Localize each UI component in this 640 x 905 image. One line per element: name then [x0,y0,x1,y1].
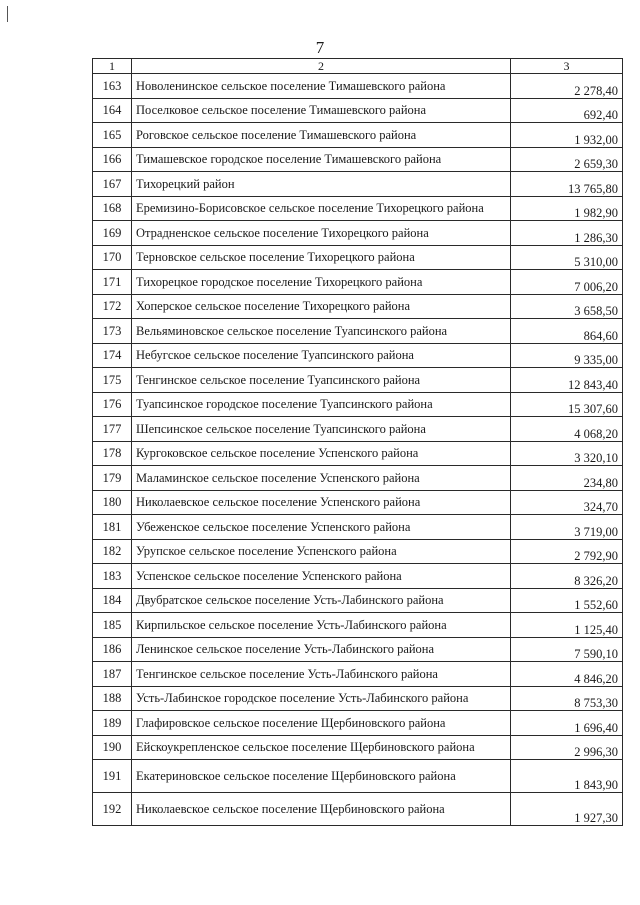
row-number: 188 [93,686,132,711]
table-row [93,441,623,466]
table-row [93,368,623,393]
table-row [93,196,623,221]
row-number: 180 [93,490,132,515]
table-row [93,637,623,662]
row-number: 171 [93,270,132,295]
row-number: 178 [93,441,132,466]
settlement-name: Тенгинское сельское поселение Усть-Лабинского района [132,662,511,687]
scan-edge-mark [7,6,8,22]
table-row [93,270,623,295]
settlement-name: Хоперское сельское поселение Тихорецкого района [132,294,511,319]
amount-value: 7 590,10 [511,637,623,662]
table-row [93,245,623,270]
settlement-name: Убеженское сельское поселение Успенского района [132,515,511,540]
settlement-name: Ленинское сельское поселение Усть-Лабинского района [132,637,511,662]
amount-value: 7 006,20 [511,270,623,295]
table-row [93,760,623,793]
row-number: 169 [93,221,132,246]
table-row [93,735,623,760]
table-row [93,539,623,564]
table-row [93,564,623,589]
row-number: 190 [93,735,132,760]
table-row [93,793,623,826]
settlement-name: Николаевское сельское поселение Успенского района [132,490,511,515]
amount-value: 324,70 [511,490,623,515]
settlement-name: Глафировское сельское поселение Щербиновского района [132,711,511,736]
row-number: 170 [93,245,132,270]
table-row [93,98,623,123]
table-row [93,343,623,368]
settlement-name: Вельяминовское сельское поселение Туапсинского района [132,319,511,344]
row-number: 165 [93,123,132,148]
settlement-name: Роговское сельское поселение Тимашевского района [132,123,511,148]
table-row [93,711,623,736]
amount-value: 1 696,40 [511,711,623,736]
row-number: 185 [93,613,132,638]
table-row [93,123,623,148]
table-row [93,417,623,442]
column-header: 1 [93,59,132,74]
amount-value: 864,60 [511,319,623,344]
amount-value: 1 125,40 [511,613,623,638]
settlement-name: Поселковое сельское поселение Тимашевского района [132,98,511,123]
row-number: 187 [93,662,132,687]
row-number: 174 [93,343,132,368]
table-row [93,662,623,687]
amount-value: 3 719,00 [511,515,623,540]
amount-value: 13 765,80 [511,172,623,197]
settlement-name: Кирпильское сельское поселение Усть-Лабинского района [132,613,511,638]
settlement-name: Тихорецкий район [132,172,511,197]
table-header-row [93,59,623,74]
amount-value: 234,80 [511,466,623,491]
table-row [93,515,623,540]
row-number: 166 [93,147,132,172]
settlement-name: Екатериновское сельское поселение Щербиновского района [132,760,511,793]
amount-value: 1 927,30 [511,793,623,826]
settlement-name: Успенское сельское поселение Успенского района [132,564,511,589]
table-row [93,221,623,246]
amount-value: 15 307,60 [511,392,623,417]
row-number: 168 [93,196,132,221]
amount-value: 4 068,20 [511,417,623,442]
row-number: 192 [93,793,132,826]
settlement-name: Тенгинское сельское поселение Туапсинского района [132,368,511,393]
table-row [93,490,623,515]
amount-value: 1 843,90 [511,760,623,793]
amount-value: 9 335,00 [511,343,623,368]
settlement-name: Новоленинское сельское поселение Тимашевского района [132,74,511,99]
row-number: 191 [93,760,132,793]
settlement-name: Ейскоукрепленское сельское поселение Щербиновского района [132,735,511,760]
row-number: 189 [93,711,132,736]
row-number: 183 [93,564,132,589]
table-row [93,74,623,99]
row-number: 167 [93,172,132,197]
amount-value: 2 278,40 [511,74,623,99]
table-row [93,319,623,344]
settlement-name: Кургоковское сельское поселение Успенского района [132,441,511,466]
settlement-name: Урупское сельское поселение Успенского района [132,539,511,564]
row-number: 184 [93,588,132,613]
row-number: 173 [93,319,132,344]
amount-value: 2 996,30 [511,735,623,760]
settlement-name: Небугское сельское поселение Туапсинского района [132,343,511,368]
settlement-name: Терновское сельское поселение Тихорецкого района [132,245,511,270]
row-number: 181 [93,515,132,540]
amount-value: 1 982,90 [511,196,623,221]
settlement-name: Тихорецкое городское поселение Тихорецкого района [132,270,511,295]
table-row [93,466,623,491]
amount-value: 692,40 [511,98,623,123]
settlement-name: Маламинское сельское поселение Успенского района [132,466,511,491]
page-number: 7 [315,38,325,57]
amount-value: 8 753,30 [511,686,623,711]
table-row [93,147,623,172]
table-row [93,392,623,417]
table-row [93,613,623,638]
table-row [93,294,623,319]
settlement-name: Отрадненское сельское поселение Тихорецкого района [132,221,511,246]
table-row [93,686,623,711]
amount-value: 1 552,60 [511,588,623,613]
settlement-name: Двубратское сельское поселение Усть-Лабинского района [132,588,511,613]
amount-value: 5 310,00 [511,245,623,270]
amount-value: 12 843,40 [511,368,623,393]
column-header: 3 [511,59,623,74]
row-number: 186 [93,637,132,662]
amount-value: 3 320,10 [511,441,623,466]
amount-value: 3 658,50 [511,294,623,319]
row-number: 177 [93,417,132,442]
settlement-name: Туапсинское городское поселение Туапсинского района [132,392,511,417]
row-number: 182 [93,539,132,564]
settlement-name: Шепсинское сельское поселение Туапсинского района [132,417,511,442]
settlement-name: Еремизино-Борисовское сельское поселение Тихорецкого района [132,196,511,221]
row-number: 175 [93,368,132,393]
amount-value: 2 792,90 [511,539,623,564]
settlement-name: Усть-Лабинское городское поселение Усть-Лабинского района [132,686,511,711]
settlement-name: Тимашевское городское поселение Тимашевского района [132,147,511,172]
amount-value: 4 846,20 [511,662,623,687]
amount-value: 1 932,00 [511,123,623,148]
column-header: 2 [132,59,511,74]
row-number: 176 [93,392,132,417]
row-number: 172 [93,294,132,319]
row-number: 163 [93,74,132,99]
row-number: 179 [93,466,132,491]
row-number: 164 [93,98,132,123]
table-row [93,588,623,613]
amount-value: 8 326,20 [511,564,623,589]
amount-value: 1 286,30 [511,221,623,246]
table-row [93,172,623,197]
settlement-name: Николаевское сельское поселение Щербиновского района [132,793,511,826]
budget-allocation-table [92,58,623,826]
amount-value: 2 659,30 [511,147,623,172]
